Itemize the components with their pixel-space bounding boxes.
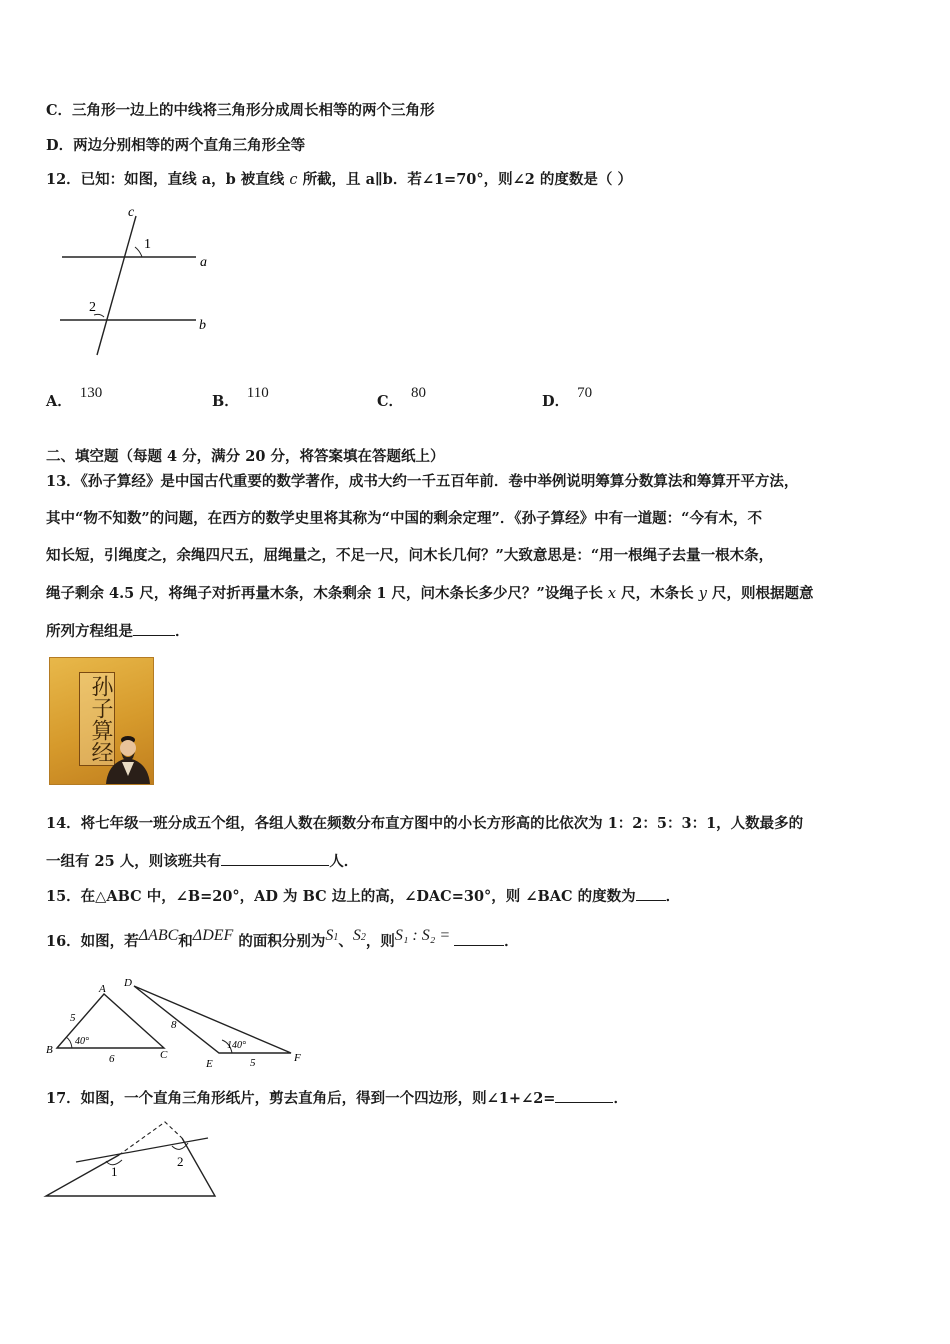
option-letter: D． <box>542 393 570 410</box>
q12-option-d[interactable] <box>542 385 593 411</box>
label-ab: 5 <box>70 1012 76 1024</box>
option-value: 70 <box>577 385 593 401</box>
label-bc: 6 <box>109 1053 115 1065</box>
book-title: 孙子算经 <box>79 672 115 766</box>
label-ef: 5 <box>250 1057 256 1069</box>
section-heading: 二、填空题（每题 4 分，满分 20 分，将答案填在答题纸上） <box>46 448 445 465</box>
label-E: E <box>206 1058 213 1070</box>
s1-symbol: S <box>325 927 334 944</box>
q16-triangle-abc: ΔABC <box>138 927 179 944</box>
angle-1-arc <box>135 247 142 257</box>
angle-b-arc <box>66 1037 72 1048</box>
q16-separator: 、 <box>338 933 353 950</box>
q16-line <box>46 927 519 954</box>
q15-end: ． <box>665 888 681 905</box>
q13-line-2: 其中“物不知数”的问题，在西方的数学史里将其称为“中国的剩余定理”．《孙子算经》中有一道题：“今有木，不 <box>46 510 762 527</box>
s2-subscript: 2 <box>360 932 366 943</box>
option-letter: C． <box>377 393 404 410</box>
q13-var-x: x <box>607 586 617 602</box>
q17-answer-blank[interactable] <box>555 1088 613 1103</box>
q12-parallel-lines-figure <box>56 203 216 363</box>
label-A: A <box>99 983 106 995</box>
label-F: F <box>294 1052 301 1064</box>
q16-triangles-figure <box>44 974 314 1070</box>
option-c-text: C．三角形一边上的中线将三角形分成周长相等的两个三角形 <box>46 102 435 119</box>
q13-line-5 <box>46 621 190 642</box>
q13-answer-blank[interactable] <box>133 621 175 636</box>
removed-corner-dashed <box>119 1122 182 1155</box>
label-B: B <box>46 1044 53 1056</box>
s2-symbol: S <box>352 927 361 944</box>
q16-text-b: 和 <box>178 933 193 950</box>
q13-line-4-c: 尺，则根据题意 <box>712 585 814 602</box>
q12-var-c: c <box>289 172 298 188</box>
option-value: 130 <box>79 385 103 401</box>
sunzi-suanjing-book-cover <box>49 657 154 785</box>
s1-subscript: 1 <box>333 932 339 943</box>
q12-text-a: 12．已知：如图，直线 a，b 被直线 <box>46 171 285 188</box>
q13-line-5-text: 所列方程组是 <box>46 623 133 640</box>
q14-line-2-b: 人． <box>329 853 359 870</box>
option-letter: A． <box>46 393 72 410</box>
q12-option-a[interactable] <box>46 385 103 411</box>
q13-line-4 <box>46 584 814 604</box>
line-c <box>97 216 136 355</box>
q16-triangle-def: ΔDEF <box>192 927 234 944</box>
q17-cut-triangle-figure <box>40 1114 225 1204</box>
option-letter: B． <box>212 393 239 410</box>
q15-line <box>46 886 680 907</box>
q14-answer-blank[interactable] <box>221 851 329 866</box>
label-de: 8 <box>171 1019 177 1031</box>
q13-line-3: 知长短，引绳度之，余绳四尺五，屈绳量之，不足一尺，问木长几何？”大致意思是：“用一根绳子去量一根木条， <box>46 547 774 564</box>
q12-option-b[interactable] <box>212 385 269 411</box>
q14-line-2 <box>46 851 358 872</box>
label-angle-2: 2 <box>177 1154 184 1169</box>
q16-ratio: S₁ : S₂ = <box>394 927 451 944</box>
q16-s2 <box>353 927 366 944</box>
label-angle-e: 140° <box>227 1040 246 1051</box>
q13-line-4-a: 绳子剩余 4.5 尺，将绳子对折再量木条，木条剩余 1 尺，问木条长多少尺？”设绳子长 <box>46 585 603 602</box>
label-angle-1: 1 <box>111 1164 118 1179</box>
q13-line-4-b: 尺，木条长 <box>621 585 694 602</box>
label-D: D <box>124 977 132 989</box>
q13-line-1: 13．《孙子算经》是中国古代重要的数学著作，成书大约一千五百年前．卷中举例说明筹算分数算法和筹算开平方法， <box>46 473 799 490</box>
scholar-portrait-icon <box>102 728 153 784</box>
label-angle-b: 40° <box>75 1036 89 1047</box>
label-C: C <box>160 1049 168 1061</box>
q15-text: 15．在△ABC 中，∠B=20°，AD 为 BC 边上的高，∠DAC=30°，则 ∠BAC 的度数为 <box>46 888 636 905</box>
q16-answer-blank[interactable] <box>454 931 504 946</box>
label-b: b <box>199 318 206 333</box>
option-value: 80 <box>411 385 427 401</box>
label-c: c <box>128 205 135 220</box>
q12-text-b: 所截，且 a∥b．若∠1=70°，则∠2 的度数是（ ） <box>302 171 632 188</box>
q16-text-a: 16．如图，若 <box>46 933 139 950</box>
q16-text-c: 的面积分别为 <box>238 933 326 950</box>
q17-line <box>46 1088 628 1109</box>
label-1: 1 <box>144 237 151 252</box>
q13-var-y: y <box>698 586 707 602</box>
label-a: a <box>200 255 207 270</box>
q12-option-c[interactable] <box>377 385 427 411</box>
q15-answer-blank[interactable] <box>636 886 666 901</box>
label-2: 2 <box>89 300 96 315</box>
option-value: 110 <box>246 385 269 401</box>
q14-line-1: 14．将七年级一班分成五个组，各组人数在频数分布直方图中的小长方形高的比依次为 1：2：5：3：1，人数最多的 <box>46 815 804 832</box>
q16-s1 <box>325 927 338 944</box>
q17-text: 17．如图，一个直角三角形纸片，剪去直角后，得到一个四边形，则∠1+∠2= <box>46 1090 556 1107</box>
q16-end: ． <box>504 933 519 950</box>
q12-stem <box>46 170 632 190</box>
q13-line-5-end: ． <box>175 623 190 640</box>
q16-text-d: ，则 <box>365 933 395 950</box>
q17-end: ． <box>613 1090 628 1107</box>
q14-line-2-a: 一组有 25 人，则该班共有 <box>46 853 222 870</box>
option-d-text: D．两边分别相等的两个直角三角形全等 <box>46 137 306 154</box>
